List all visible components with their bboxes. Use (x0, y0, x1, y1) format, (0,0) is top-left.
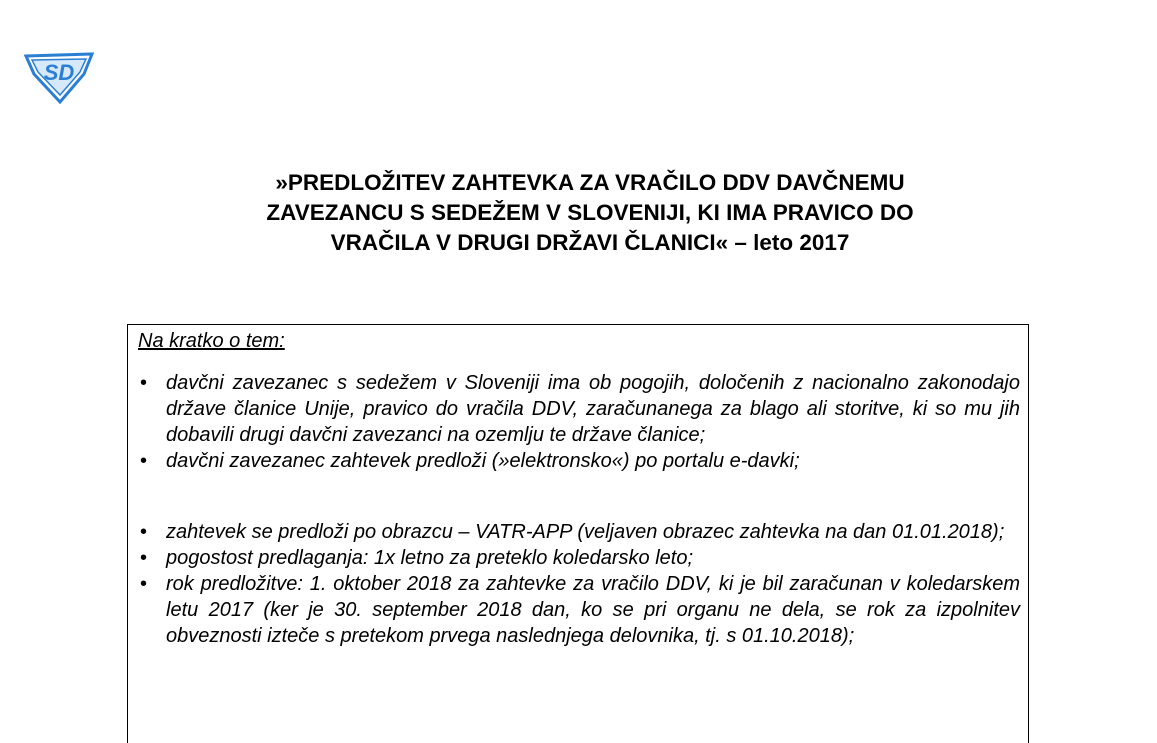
sd-shield-logo (22, 50, 96, 104)
list-item: • rok predložitve: 1. oktober 2018 za zahtevke za vračilo DDV, ki je bil zaračunan v koledarskem letu 2017 (ker je 30. september 2018 dan, ko se pri organu ne dela, se rok za izpolnitev obveznosti izteče s pretekom prvega naslednjega delovnika, tj. s 01.10.2018); (138, 571, 1020, 649)
list-item: • pogostost predlaganja: 1x letno za preteklo koledarsko leto; (138, 545, 1020, 571)
logo-letters: SD (43, 60, 75, 85)
title-line-2: ZAVEZANCU S SEDEŽEM V SLOVENIJI, KI IMA PRAVICO DO (266, 200, 914, 225)
shield-logo-icon (22, 50, 96, 104)
list-item: • davčni zavezanec zahtevek predloži (»elektronsko«) po portalu e-davki; (138, 448, 1020, 474)
title-line-1: »PREDLOŽITEV ZAHTEVKA ZA VRAČILO DDV DAVČNEMU (275, 170, 905, 195)
summary-box (127, 324, 1029, 743)
summary-heading: Na kratko o tem: (138, 330, 285, 352)
summary-list (138, 370, 1020, 649)
title-line-3: VRAČILA V DRUGI DRŽAVI ČLANICI« – leto 2017 (330, 230, 850, 255)
list-item: • zahtevek se predloži po obrazcu – VATR-APP (veljaven obrazec zahtevka na dan 01.01.2018); (138, 519, 1020, 545)
list-item: • davčni zavezanec s sedežem v Sloveniji ima ob pogojih, določenih z nacionalno zakonodajo države članice Unije, pravico do vračila DDV, zaračunanega za blago ali storitve, ki so mu jih dobavili drugi davčni zavezanci na ozemlju te države članice; (138, 370, 1020, 448)
document-title (150, 168, 1030, 258)
